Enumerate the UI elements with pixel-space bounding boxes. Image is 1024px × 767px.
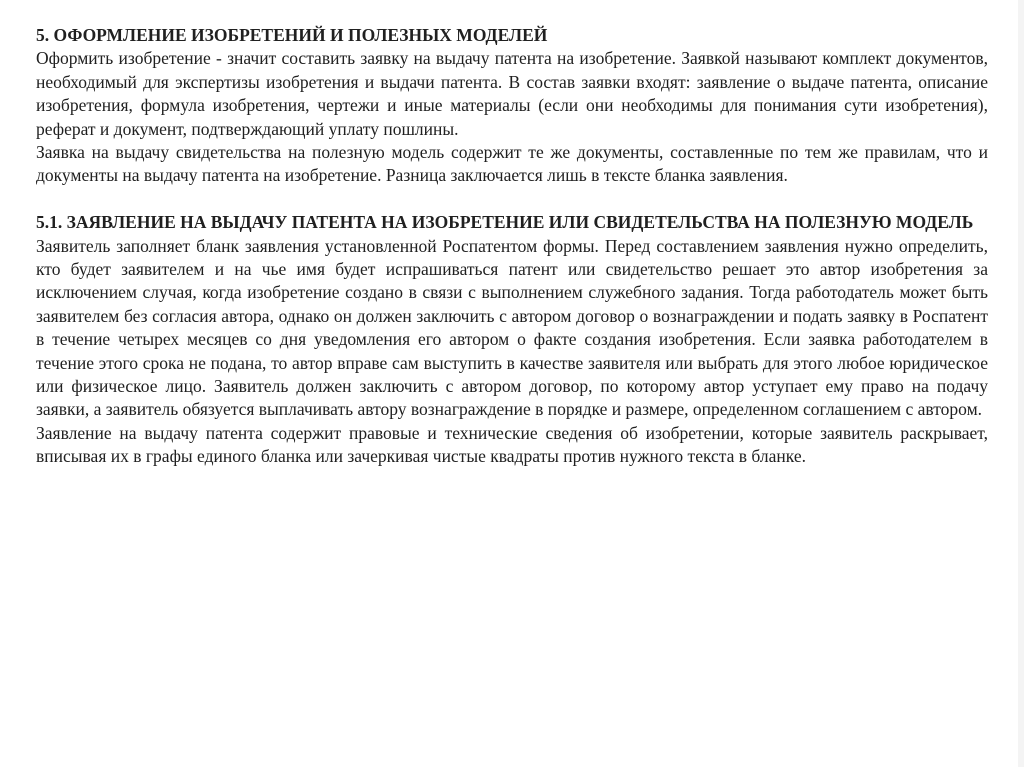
paragraph-3: Заявитель заполняет бланк заявления установленной Роспатентом формы. Перед составлением заявления нужно определить, кто будет заявителем и на чье имя будет испрашиваться патент или свидетельство решает это автор изобретения за исключением случая, когда изобретение создано в связи с выполнением служебного задания. Тогда работодатель может быть заявителем без согласия автора, однако он должен заключить с автором договор о вознаграждении и подать заявку в Роспатент в течение четырех месяцев со дня уведомления его автором о факте создания изобретения. Если заявка работодателем в течение этого срока не подана, то автор вправе сам выступить в качестве заявителя или выбрать для этого любое юридическое или физическое лицо. Заявитель должен заключить с автором договор, по которому автор уступает ему право на подачу заявки, а заявитель обязуется выплачивать автору вознаграждение в порядке и размере, определенном соглашением с автором.: [36, 235, 988, 420]
paragraph-4: Заявление на выдачу патента содержит правовые и технические сведения об изобретении, которые заявитель раскрывает, вписывая их в графы единого бланка или зачеркивая чистые квадраты против нужного текста в бланке.: [36, 422, 988, 467]
document-page: [36, 24, 988, 469]
paragraph-2: Заявка на выдачу свидетельства на полезную модель содержит те же документы, составленные по тем же правилам, что и документы на выдачу патента на изобретение. Разница заключается лишь в тексте бланка заявления.: [36, 142, 988, 186]
section-spacer: [36, 188, 988, 211]
right-edge-shadow: [1018, 0, 1024, 767]
section-heading-5: 5. ОФОРМЛЕНИЕ ИЗОБРЕТЕНИЙ И ПОЛЕЗНЫХ МОДЕЛЕЙ: [36, 25, 548, 45]
section-heading-5-1: 5.1. ЗАЯВЛЕНИЕ НА ВЫДАЧУ ПАТЕНТА НА ИЗОБРЕТЕНИЕ ИЛИ СВИДЕТЕЛЬСТВА НА ПОЛЕЗНУЮ МОДЕЛЬ: [36, 212, 974, 233]
paragraph-1: Оформить изобретение - значит составить заявку на выдачу патента на изобретение. Заявкой называют комплект документов, необходимый для экспертизы изобретения и выдачи патента. В состав заявки входят: заявление о выдаче патента, описание изобретения, формула изобретения, чертежи и иные материалы (если они необходимы для понимания сути изобретения), реферат и документ, подтверждающий уплату пошлины.: [36, 48, 988, 139]
